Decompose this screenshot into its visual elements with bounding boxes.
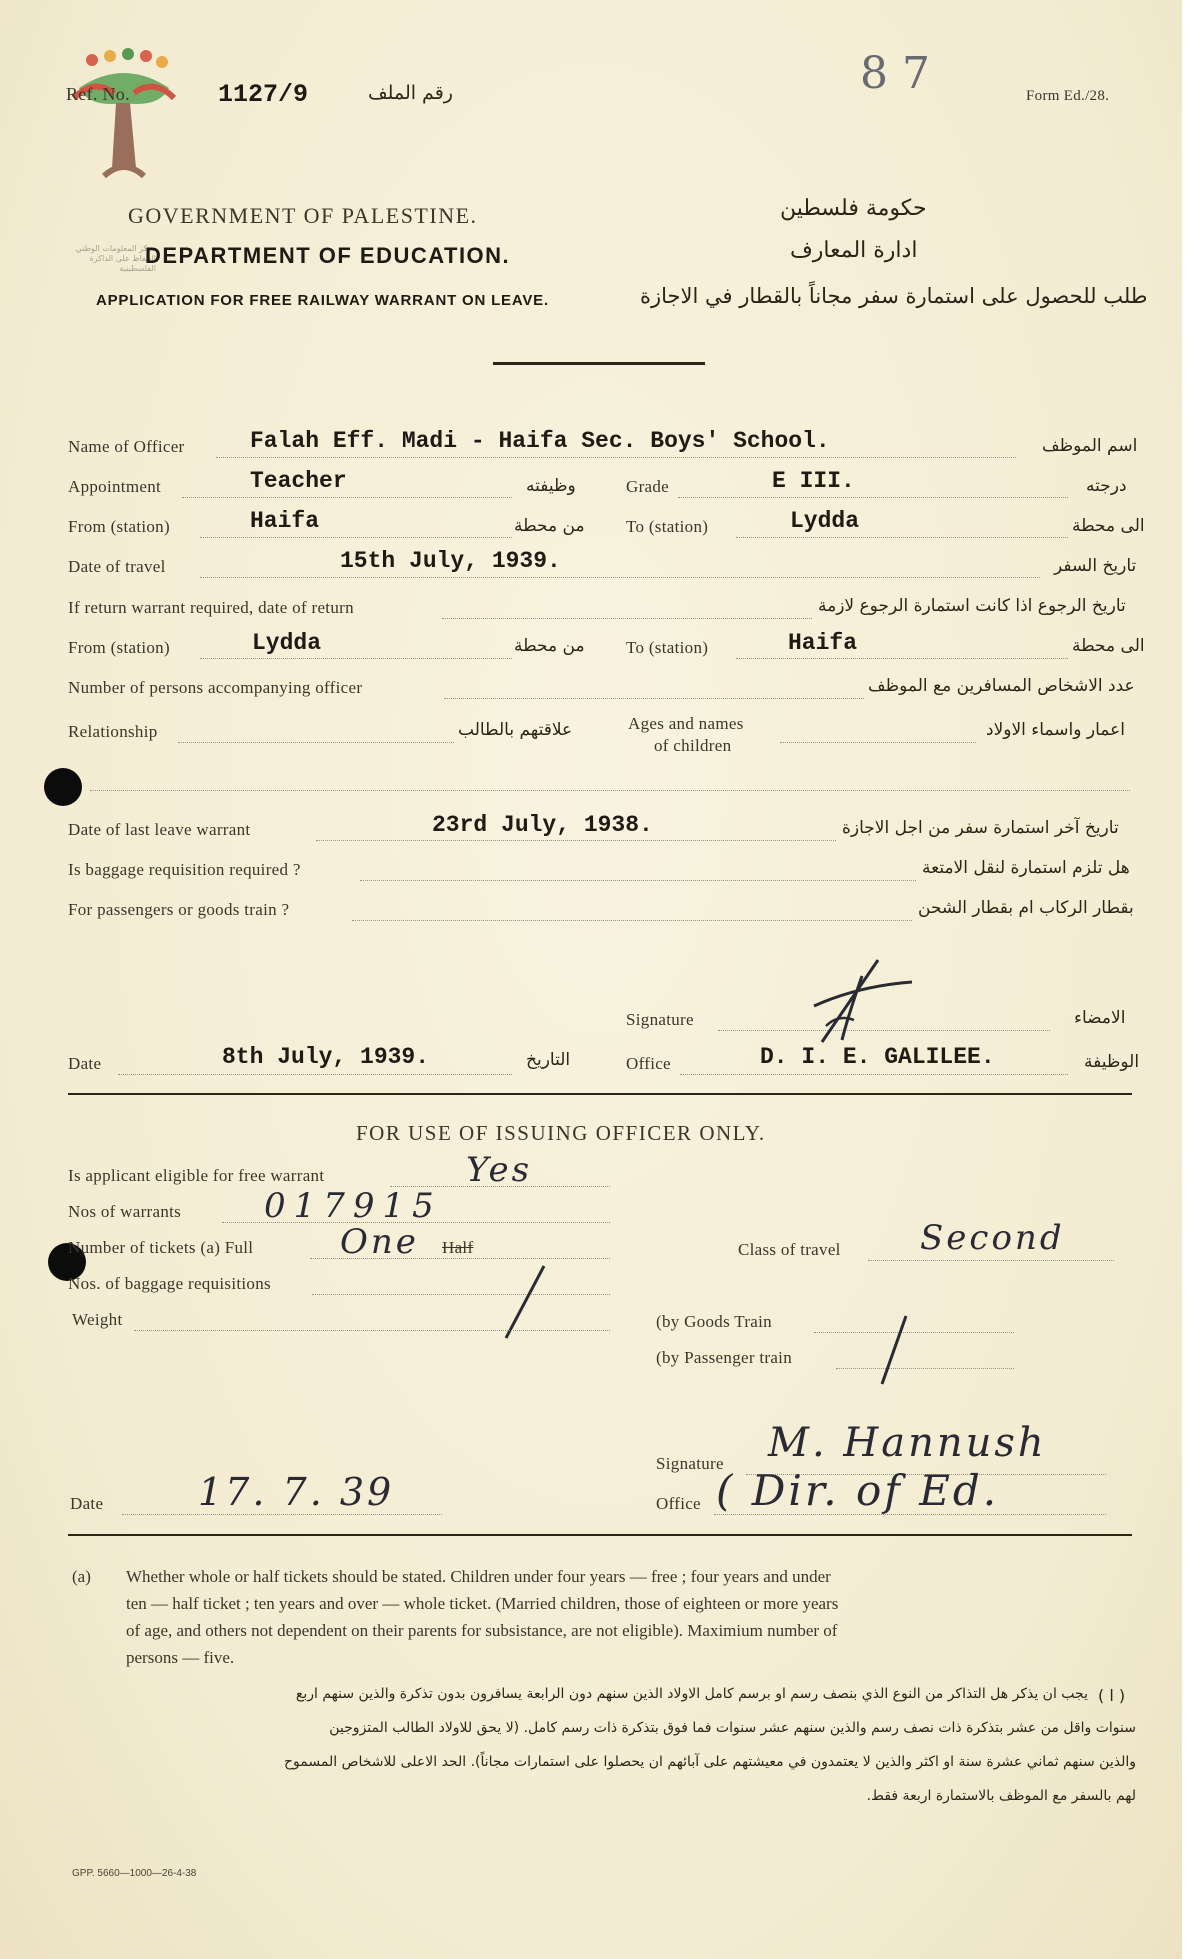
half-label: Half [442, 1238, 474, 1257]
ages-label-ar: اعمار واسماء الاولاد [986, 720, 1125, 740]
tickets-value: One [340, 1222, 419, 1262]
archive-logo [64, 48, 184, 188]
signature-label: Signature [626, 1010, 694, 1029]
passenger-label: (by Passenger train [656, 1348, 792, 1367]
issuing-heading: FOR USE OF ISSUING OFFICER ONLY. [356, 1121, 766, 1145]
baggage-label: Is baggage requisition required ? [68, 860, 301, 879]
issuing-date-value: 17. 7. 39 [198, 1470, 395, 1514]
name-value: Falah Eff. Madi - Haifa Sec. Boys' School. [250, 428, 830, 454]
note-ar-line-2: سنوات واقل من عشر بتذكرة ذات نصف رسم والذين سنهم عشر سنوات فما فوق بتذكرة ذات رسم كامل. (لا يحق للاولاد الطالب المتزوجين [329, 1720, 1136, 1736]
date-travel-label: Date of travel [68, 557, 166, 576]
baggage-req-stroke [500, 1262, 550, 1347]
return-to-dotted-line [736, 658, 1068, 659]
train-label-ar: بقطار الركاب ام بقطار الشحن [918, 898, 1134, 918]
note-marker-ar: ( ا ) [1098, 1686, 1126, 1705]
train-dotted-line [352, 920, 912, 921]
date-travel-value: 15th July, 1939. [340, 548, 561, 574]
grade-dotted-line [678, 497, 1068, 498]
note-line-4: persons — five. [126, 1648, 235, 1667]
issuing-signature-label: Signature [656, 1454, 724, 1473]
baggage-req-dotted-line [312, 1294, 610, 1295]
applicant-office-label-ar: الوظيفة [1084, 1052, 1140, 1072]
baggage-req-label: Nos. of baggage requisitions [68, 1274, 271, 1293]
note-marker: (a) [72, 1567, 91, 1586]
applicant-office-value: D. I. E. GALILEE. [760, 1044, 995, 1070]
printer-code: GPP. 5660—1000—26-4-38 [72, 1868, 197, 1879]
applicant-office-dotted-line [680, 1074, 1068, 1075]
date-travel-dotted-line [200, 577, 1040, 578]
persons-label-ar: عدد الاشخاص المسافرين مع الموظف [868, 676, 1135, 696]
government-title-ar: حكومة فلسطين [780, 196, 927, 221]
goods-dotted-line [814, 1332, 1014, 1333]
class-value: Second [920, 1218, 1065, 1258]
from-dotted-line [200, 537, 512, 538]
return-to-value: Haifa [788, 630, 858, 656]
return-from-label-ar: من محطة [514, 636, 585, 656]
last-leave-value: 23rd July, 1938. [432, 812, 653, 838]
to-dotted-line [736, 537, 1068, 538]
note-ar-line-4: لهم بالسفر مع الموظف بالاستمارة اربعة فقط. [866, 1788, 1136, 1804]
signature-label-ar: الامضاء [1074, 1008, 1126, 1028]
eligible-value: Yes [466, 1150, 533, 1190]
page-number: 87 [860, 48, 944, 99]
return-from-dotted-line [200, 658, 512, 659]
to-label-ar: الى محطة [1072, 516, 1145, 536]
warrants-value: 017915 [264, 1186, 442, 1226]
page-edge [1182, 0, 1196, 1959]
return-to-label-ar: الى محطة [1072, 636, 1145, 656]
note-line-2: ten — half ticket ; ten years and over — whole ticket. (Married children, those of eighteen or more years [126, 1594, 839, 1613]
children-dotted-line [90, 790, 1130, 791]
return-from-value: Lydda [252, 630, 322, 656]
issuing-date-label: Date [70, 1494, 104, 1513]
class-dotted-line [868, 1260, 1114, 1261]
note-ar-line-3: والذين سنهم ثماني عشرة سنة او اكثر والذين لا يعتمدون في معيشتهم على آبائهم ان يحصلوا على استمارات مجاناً). الحد الاعلى للاشخاص المسموح [284, 1754, 1136, 1770]
grade-value: E III. [772, 468, 855, 494]
eligible-label: Is applicant eligible for free warrant [68, 1166, 325, 1185]
to-label: To (station) [626, 517, 709, 536]
from-label: From (station) [68, 517, 170, 536]
passenger-stroke [874, 1312, 914, 1393]
relationship-label: Relationship [68, 722, 158, 741]
footer-divider [68, 1534, 1132, 1536]
grade-label-ar: درجته [1086, 476, 1127, 496]
issuing-signature-value: M. Hannush [768, 1420, 1047, 1466]
to-value: Lydda [790, 508, 860, 534]
ages-label-line2: of children [654, 736, 732, 755]
issuing-office-label: Office [656, 1494, 701, 1513]
note-ar-line-1: يجب ان يذكر هل التذاكر من النوع الذي بنصف رسم او برسم كامل الاولاد الذين سنهم دون الرابعة يسافرون بدون تذكرة والذين سنهم اربع [295, 1686, 1088, 1702]
ref-label: Ref. No. [66, 84, 130, 104]
persons-label: Number of persons accompanying officer [68, 678, 363, 697]
punch-hole-top [44, 768, 82, 806]
issuing-date-dotted-line [122, 1514, 442, 1515]
appointment-label: Appointment [68, 477, 162, 496]
section-divider [68, 1093, 1132, 1095]
appointment-value: Teacher [250, 468, 347, 494]
baggage-dotted-line [360, 880, 916, 881]
persons-dotted-line [444, 698, 864, 699]
grade-label: Grade [626, 477, 670, 496]
ref-label-ar: رقم الملف [368, 82, 453, 104]
applicant-office-label: Office [626, 1054, 671, 1073]
header-divider [493, 362, 705, 365]
applicant-signature-mark [808, 956, 918, 1051]
ages-dotted-line [780, 742, 976, 743]
date-travel-label-ar: تاريخ السفر [1054, 556, 1137, 576]
return-from-label: From (station) [68, 638, 170, 657]
train-label: For passengers or goods train ? [68, 900, 290, 919]
ages-label-line1: Ages and names [628, 714, 744, 733]
name-dotted-line [216, 457, 1016, 458]
weight-label: Weight [72, 1310, 123, 1329]
return-to-label: To (station) [626, 638, 709, 657]
note-line-1: Whether whole or half tickets should be stated. Children under four years — free ; four years and under [126, 1567, 831, 1586]
from-label-ar: من محطة [514, 516, 585, 536]
appointment-label-ar: وظيفته [526, 476, 576, 496]
weight-dotted-line [134, 1330, 610, 1331]
goods-label: (by Goods Train [656, 1312, 772, 1331]
applicant-date-label-ar: التاريخ [526, 1050, 571, 1070]
appointment-dotted-line [182, 497, 512, 498]
passenger-dotted-line [836, 1368, 1014, 1369]
note-line-3: of age, and others not dependent on their parents for subsistance, are not eligible). Maximium number of [126, 1621, 838, 1640]
relationship-dotted-line [178, 742, 454, 743]
last-leave-dotted-line [316, 840, 836, 841]
issuing-office-value: ( Dir. of Ed. [716, 1466, 1000, 1515]
government-title: GOVERNMENT OF PALESTINE. [128, 203, 478, 228]
return-label: If return warrant required, date of return [68, 598, 354, 617]
logo-caption: مركز المعلومات الوطني الحفاظ على الذاكرة الفلسطينية [75, 244, 156, 273]
last-leave-label: Date of last leave warrant [68, 820, 251, 839]
return-dotted-line [442, 618, 812, 619]
return-label-ar: تاريخ الرجوع اذا كانت استمارة الرجوع لازمة [818, 596, 1126, 616]
name-label: Name of Officer [68, 437, 185, 456]
relationship-label-ar: علاقتهم بالطالب [458, 720, 573, 740]
baggage-label-ar: هل تلزم استمارة لنقل الامتعة [922, 858, 1130, 878]
form-code: Form Ed./28. [1026, 88, 1110, 104]
department-title: DEPARTMENT OF EDUCATION. [145, 243, 511, 268]
tickets-label: Number of tickets (a) Full [68, 1238, 254, 1257]
from-value: Haifa [250, 508, 320, 534]
class-label: Class of travel [738, 1240, 841, 1259]
last-leave-label-ar: تاريخ آخر استمارة سفر من اجل الاجازة [842, 818, 1119, 838]
form-title: APPLICATION FOR FREE RAILWAY WARRANT ON LEAVE. [96, 292, 549, 309]
ref-number: 1127/9 [218, 80, 309, 109]
warrants-label: Nos of warrants [68, 1202, 182, 1221]
applicant-date-dotted-line [118, 1074, 512, 1075]
applicant-date-value: 8th July, 1939. [222, 1044, 430, 1070]
form-title-ar: طلب للحصول على استمارة سفر مجاناً بالقطار في الاجازة [640, 284, 1148, 308]
applicant-date-label: Date [68, 1054, 102, 1073]
name-label-ar: اسم الموظف [1042, 436, 1138, 456]
department-title-ar: ادارة المعارف [790, 238, 918, 263]
